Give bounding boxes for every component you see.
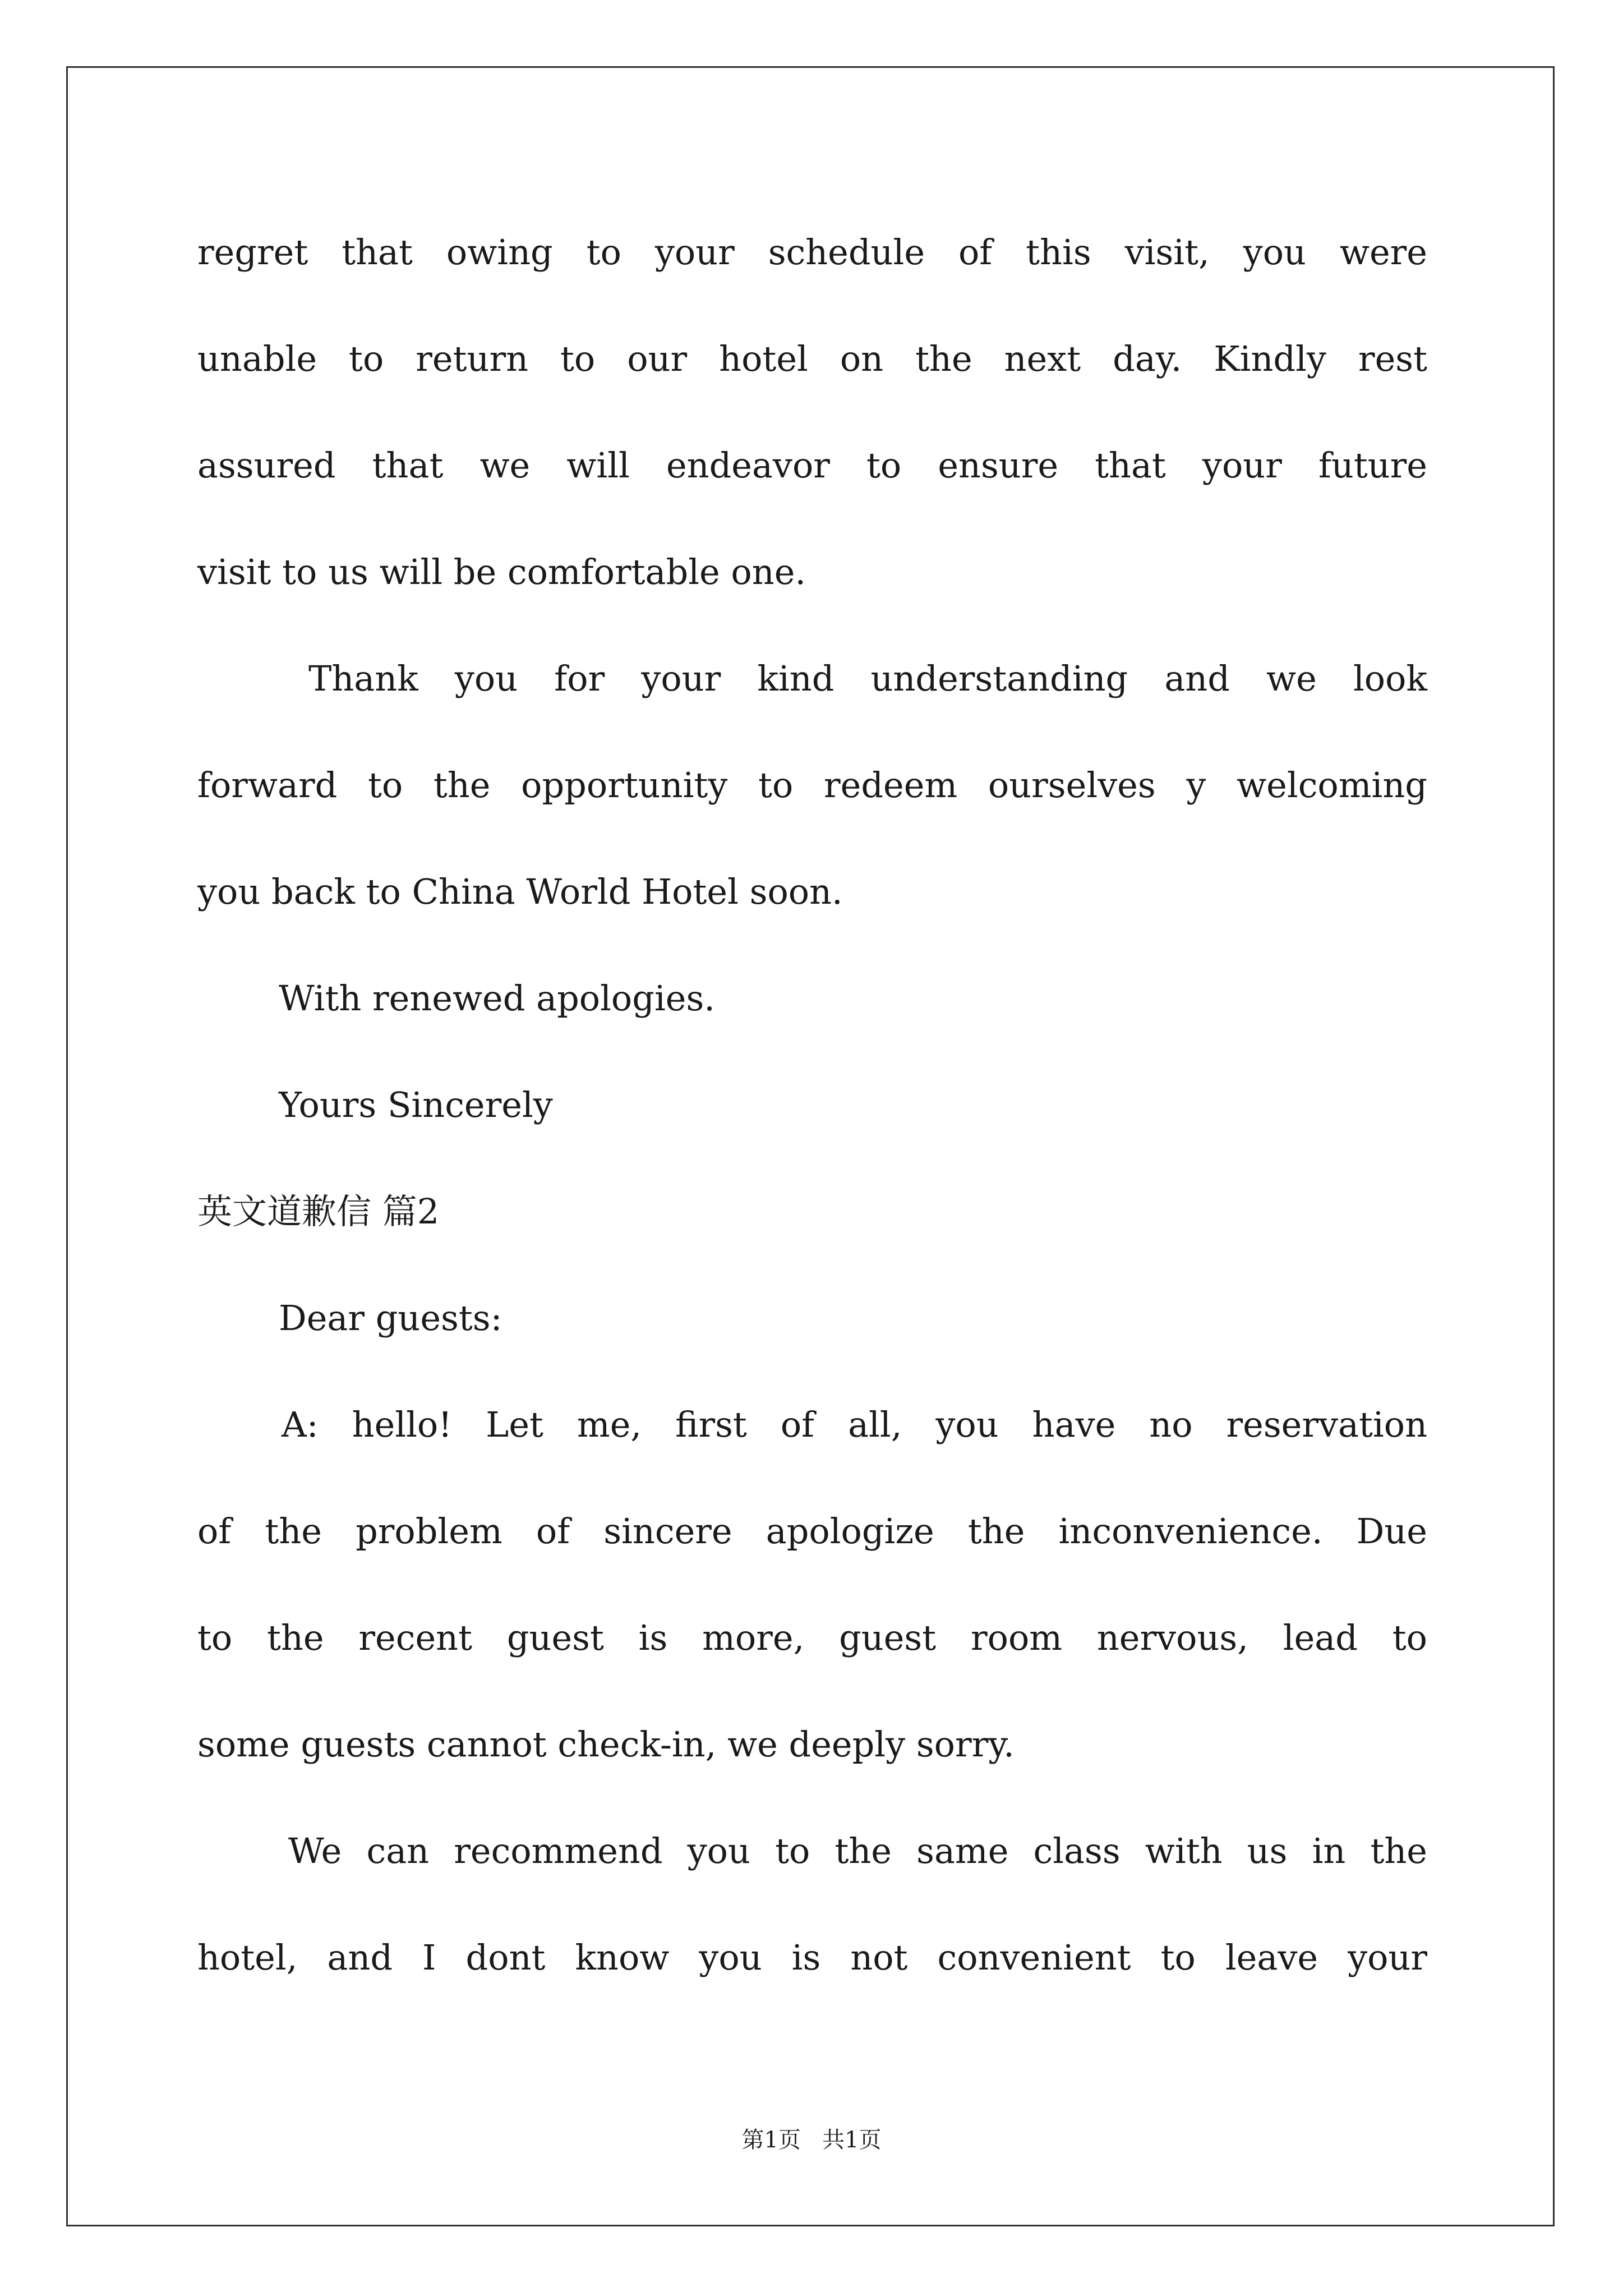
body-line-14: to the recent guest is more, guest room nervous, lead to (197, 1617, 1427, 1658)
body-line-2: unable to return to our hotel on the next day. Kindly rest (197, 338, 1427, 379)
page-frame (66, 66, 1555, 2226)
body-line-7: you back to China World Hotel soon. (197, 871, 843, 912)
salutation-line: Dear guests: (279, 1297, 502, 1338)
page-number-footer: 第1页 共1页 (741, 2127, 882, 2153)
body-line-13: of the problem of sincere apologize the inconvenience. Due (197, 1511, 1427, 1552)
body-line-6: forward to the opportunity to redeem ourselves y welcoming (197, 765, 1427, 806)
body-line-16: We can recommend you to the same class with us in the (288, 1830, 1427, 1871)
body-line-15: some guests cannot check-in, we deeply sorry. (197, 1724, 1015, 1765)
body-line-3: assured that we will endeavor to ensure that your future (197, 445, 1427, 486)
body-line-1: regret that owing to your schedule of this visit, you were (197, 232, 1427, 273)
section-heading: 英文道歉信 篇2 (197, 1191, 440, 1232)
body-line-5: Thank you for your kind understanding and we look (308, 658, 1427, 699)
body-line-17: hotel, and I dont know you is not convenient to leave your (197, 1937, 1427, 1978)
body-line-4: visit to us will be comfortable one. (197, 551, 806, 592)
body-line-12: A: hello! Let me, first of all, you have no reservation (282, 1404, 1427, 1445)
signature-line: Yours Sincerely (279, 1084, 553, 1125)
closing-line: With renewed apologies. (279, 978, 715, 1019)
